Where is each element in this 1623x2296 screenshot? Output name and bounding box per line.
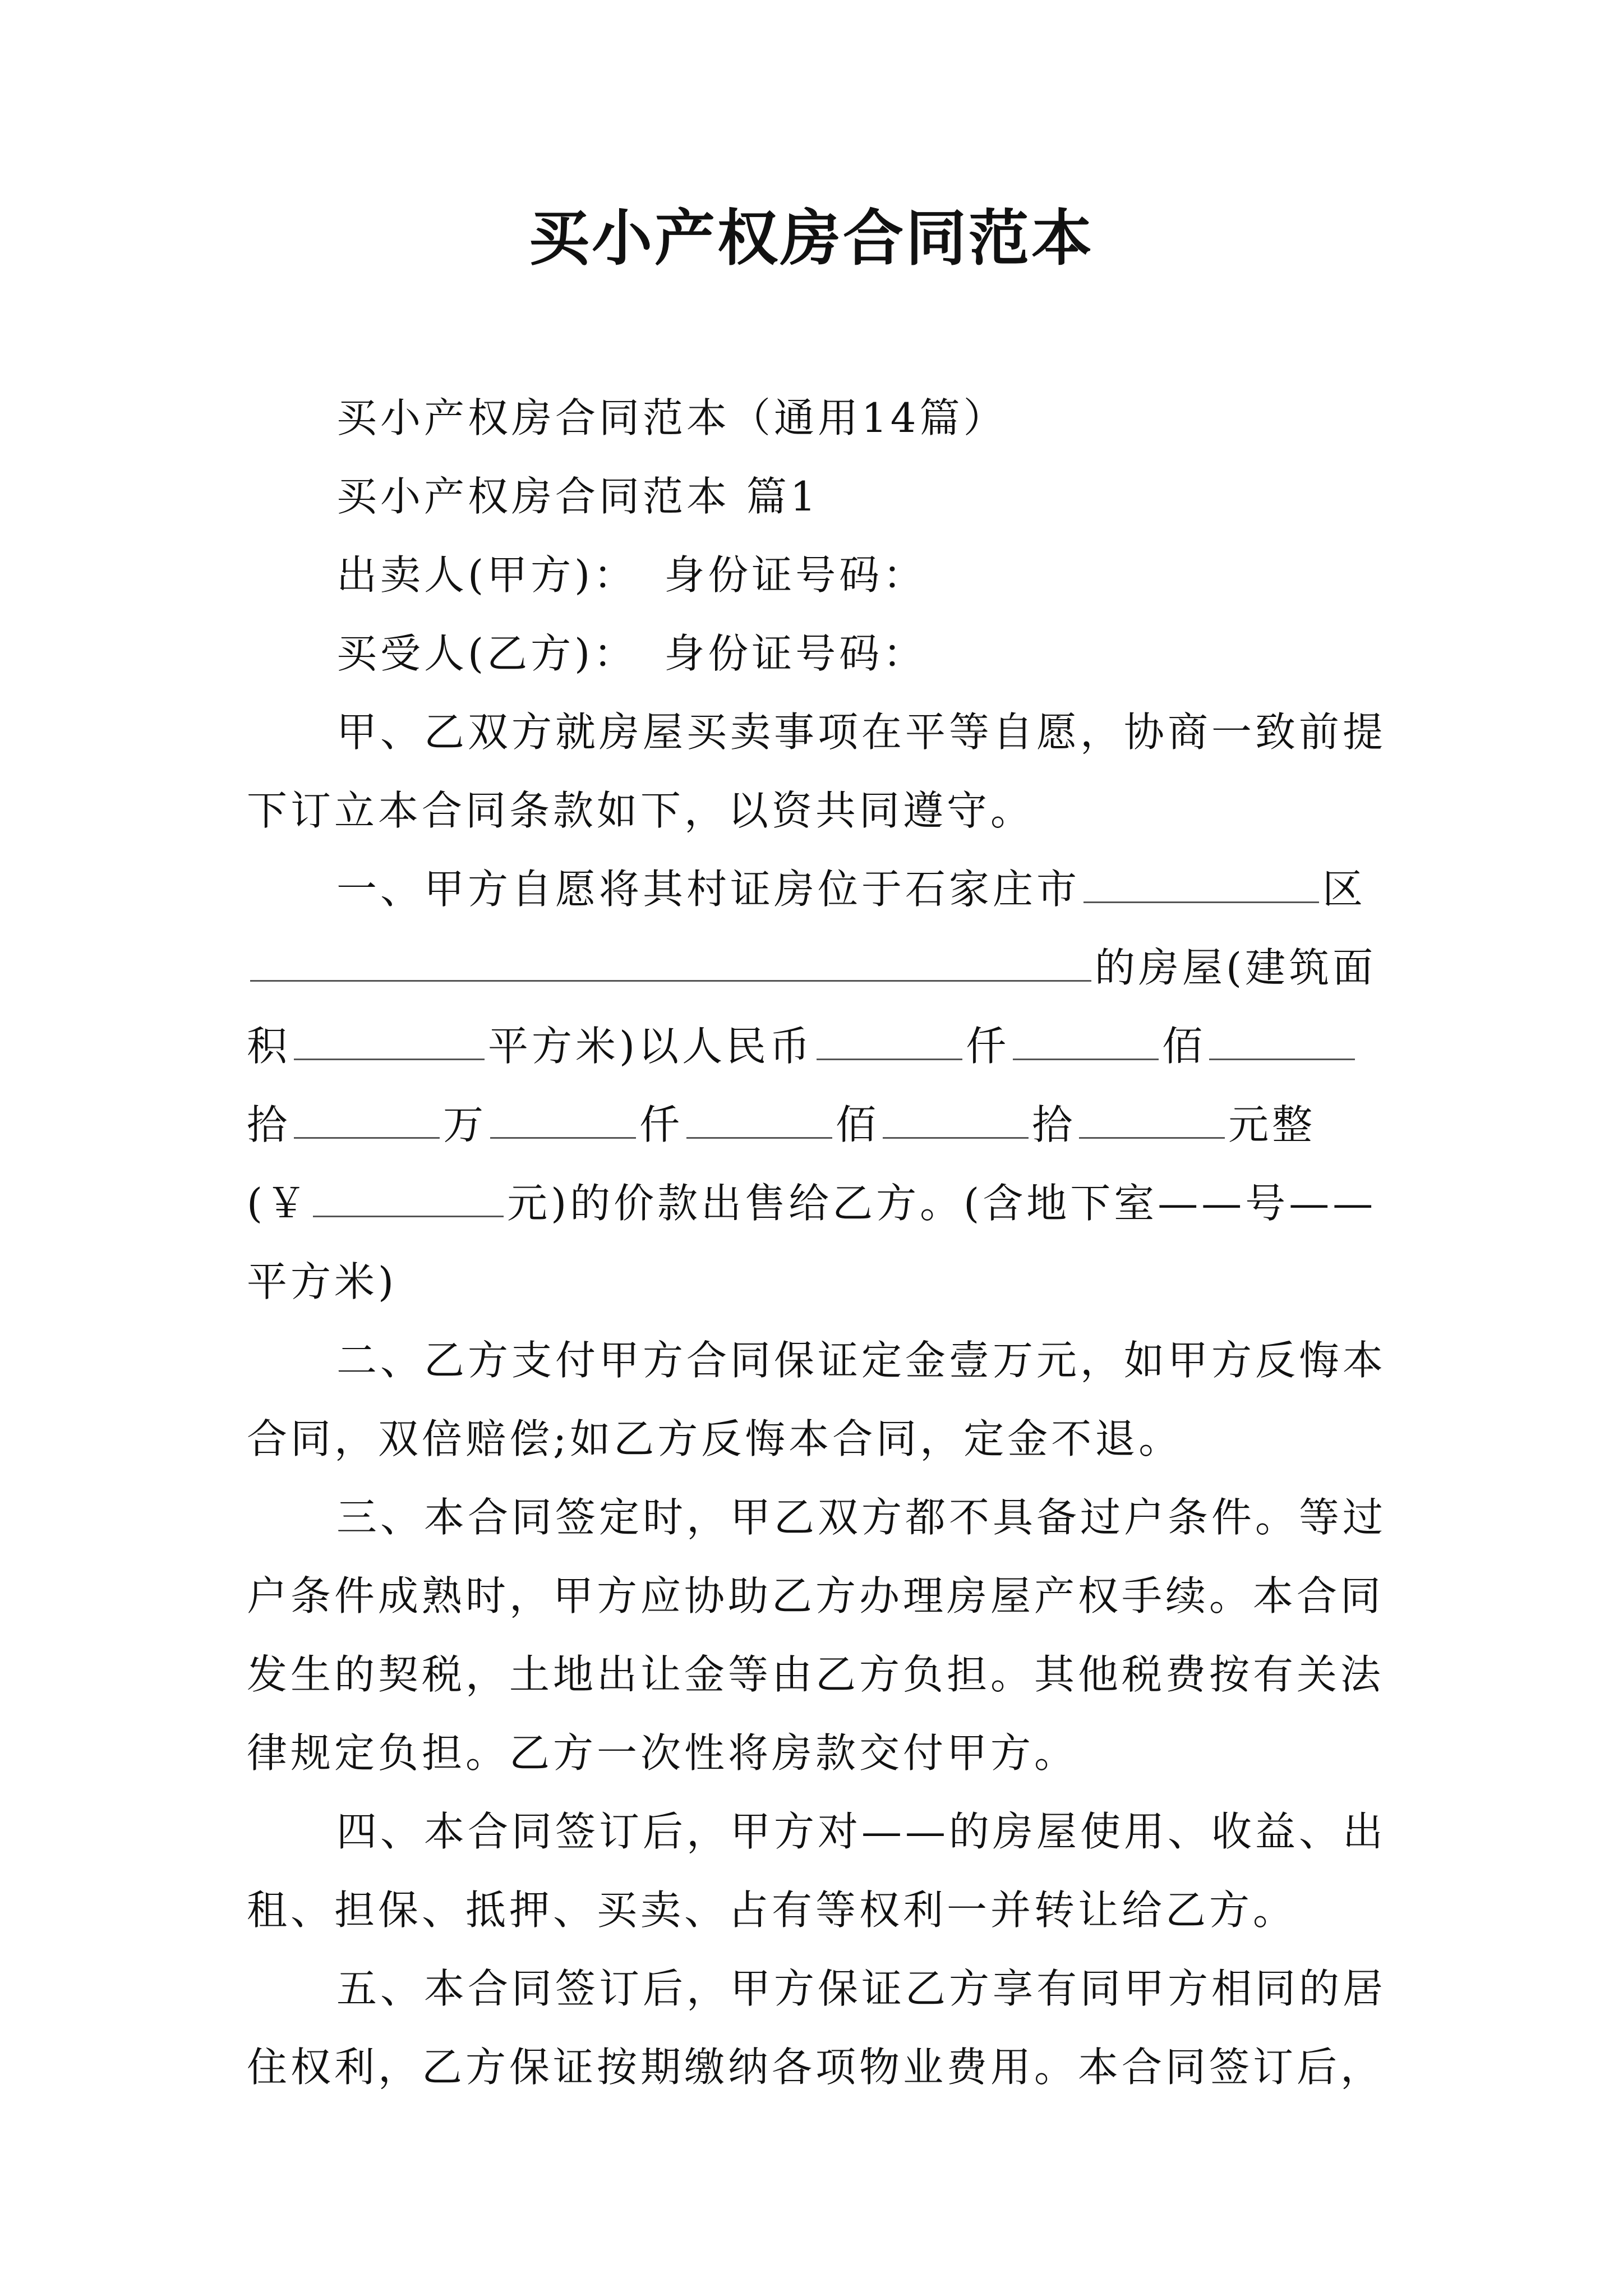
buyer-line [247,614,1391,693]
clause1-text-2: 区 [1322,866,1367,913]
clause4-line-1: 四、本合同签订后，甲方对——的房屋使用、收益、出 [336,1808,1387,1855]
clause1-line-3 [247,1007,1391,1085]
price-blank-6 [686,1103,832,1139]
chapter-heading: 买小产权房合同范本 篇1 [336,473,819,520]
address-blank [250,946,1091,982]
document-title: 买小产权房合同范本 [528,203,1094,274]
price-blank-2 [1013,1025,1159,1060]
intro-line-1: 甲、乙双方就房屋买卖事项在平等自愿，协商一致前提 [336,708,1387,756]
yuan-blank [313,1182,504,1217]
clause5-line-1: 五、本合同签订后，甲方保证乙方享有同甲方相同的居 [336,1965,1387,2012]
clause1-line-2 [247,928,1391,1007]
clause3-line-3: 发生的契税，土地出让金等由乙方负担。其他税费按有关法 [247,1651,1385,1698]
intro-line-2: 下订立本合同条款如下，以资共同遵守。 [247,787,1035,834]
clause1-line-6: 平方米) [247,1258,398,1305]
clause1-text-7: 佰 [1162,1023,1206,1070]
clause5-line-2: 住权利，乙方保证按期缴纳各项物业费用。本合同签订后， [247,2044,1385,2091]
price-blank-3 [1209,1025,1355,1060]
seller-line [247,536,1391,614]
clause1-text-13: 元整 [1228,1101,1316,1148]
clause1-text-4: 积 [247,1023,291,1070]
clause1-text-11: 佰 [836,1101,880,1148]
price-blank-1 [817,1025,962,1060]
clause1-text-12: 拾 [1032,1101,1076,1148]
clause3-line-2: 户条件成熟时，甲方应协助乙方办理房屋产权手续。本合同 [247,1572,1385,1619]
clause1-line-1 [247,850,1391,928]
clause1-text-6: 仟 [966,1023,1010,1070]
clause1-text-9: 万 [443,1101,487,1148]
clause2-line-2: 合同，双倍赔偿;如乙方反悔本合同，定金不退。 [247,1415,1183,1462]
buyer-label: 买受人(乙方)： [336,630,638,677]
price-blank-5 [490,1103,636,1139]
clause1-line-4 [247,1085,1391,1164]
clause1-text-8: 拾 [247,1101,291,1148]
clause1-text-10: 仟 [639,1101,684,1148]
clause2-line-1: 二、乙方支付甲方合同保证定金壹万元，如甲方反悔本 [336,1337,1387,1384]
price-blank-7 [883,1103,1029,1139]
clause1-text-15: 元)的价款出售给乙方。(含地下室——号—— [507,1180,1377,1227]
clause4-line-2: 租、担保、抵押、买卖、占有等权利一并转让给乙方。 [247,1887,1297,1934]
buyer-id-label: 身份证号码： [664,630,927,677]
price-blank-4 [294,1103,440,1139]
clause1-text-5: 平方米)以人民币 [488,1023,814,1070]
seller-label: 出卖人(甲方)： [336,551,638,599]
area-blank [294,1025,485,1060]
price-blank-8 [1079,1103,1225,1139]
clause1-line-5 [247,1164,1391,1243]
clause3-line-4: 律规定负担。乙方一次性将房款交付甲方。 [247,1729,1078,1777]
district-blank [1083,868,1319,903]
clause1-text-3: 的房屋(建筑面 [1095,944,1377,991]
clause1-text-14: (￥ [247,1180,310,1227]
seller-id-label: 身份证号码： [664,551,927,599]
subtitle-line: 买小产权房合同范本（通用14篇） [336,394,1007,441]
document-body [247,379,1391,2106]
clause3-line-1: 三、本合同签定时，甲乙双方都不具备过户条件。等过 [336,1494,1387,1541]
clause1-text-1: 一、甲方自愿将其村证房位于石家庄市 [336,866,1081,913]
